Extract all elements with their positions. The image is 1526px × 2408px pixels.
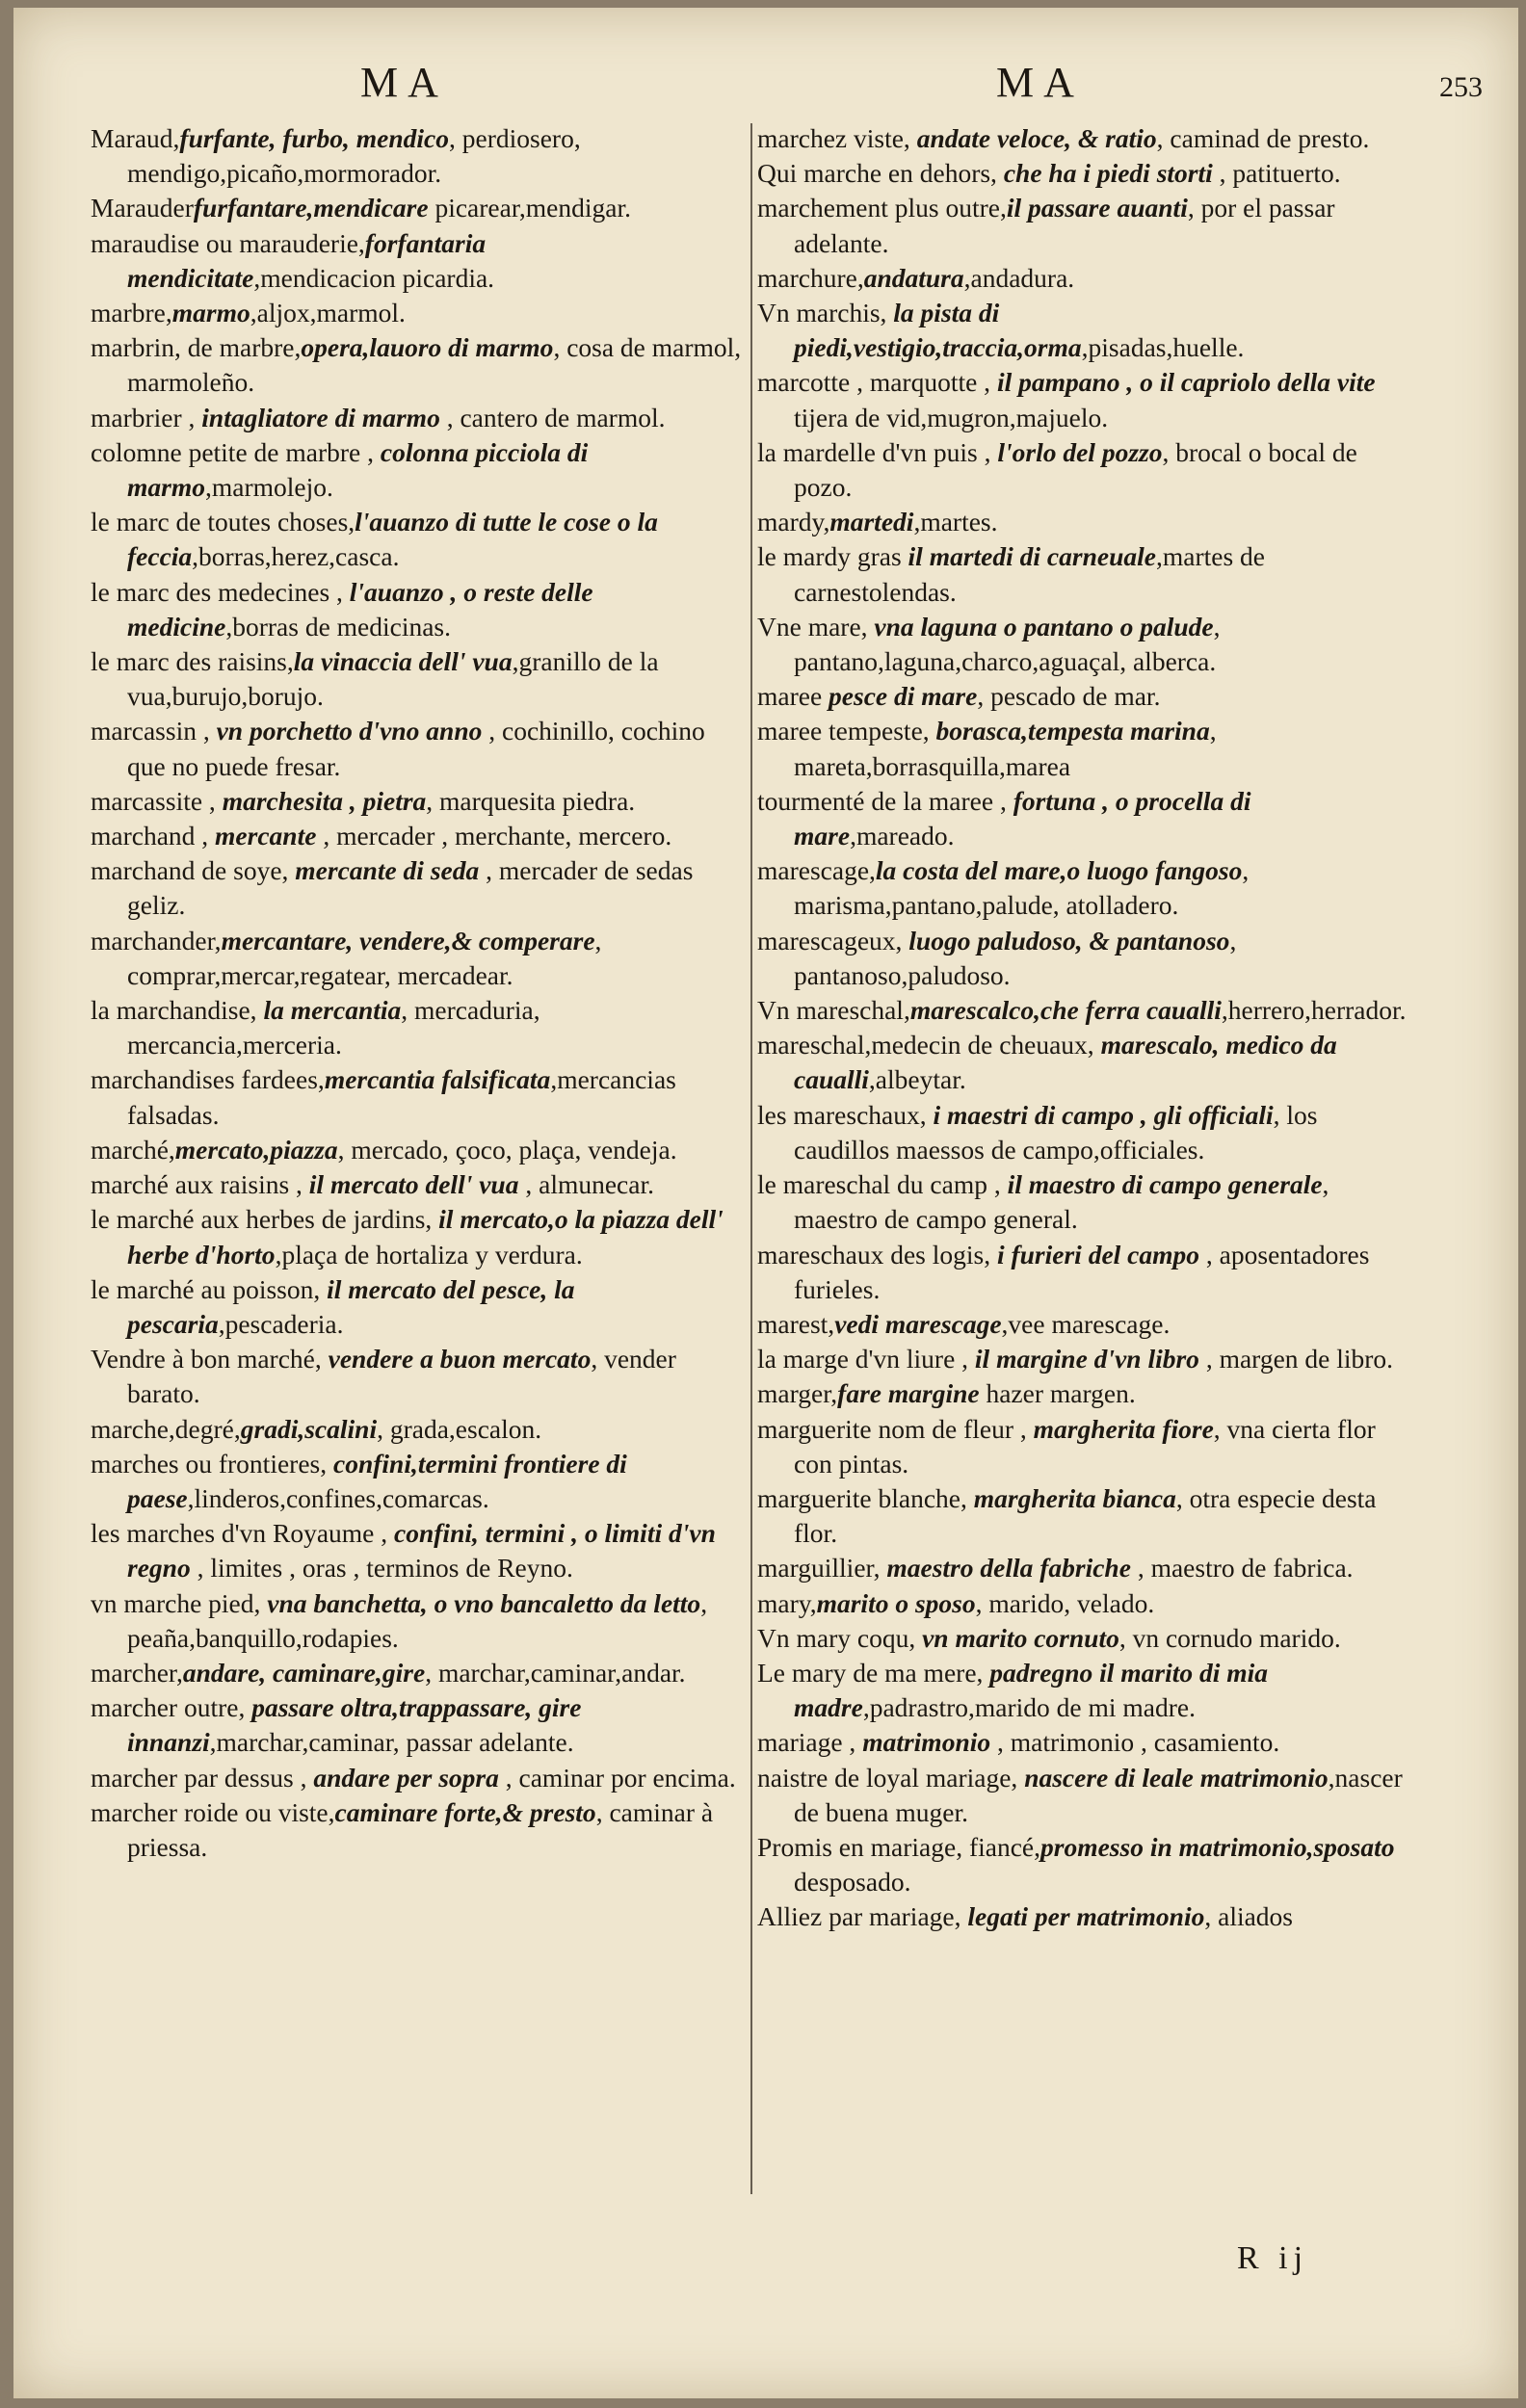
dictionary-entry [91,819,746,853]
italian-gloss: colonna picciola di marmo [127,436,589,503]
headword: marguerite blanche, [757,1482,974,1513]
dictionary-entry [757,610,1412,679]
italian-gloss: gradi,scalini [240,1413,378,1444]
headword: marchand , [91,821,216,851]
spanish-gloss: , cochinillo, cochino que no puede fresar. [127,716,705,781]
headword: marché, [91,1134,175,1165]
italian-gloss: confini, termini , o limiti d'vn regno [127,1518,716,1584]
italian-gloss: furfante, furbo, mendico [179,123,449,153]
headword: Vendre à bon marché, [91,1344,329,1374]
dictionary-entry [91,1656,746,1690]
spanish-gloss: , vna cierta flor con pintas. [794,1413,1376,1479]
headword: le mareschal du camp , [757,1169,1008,1200]
spanish-gloss: , mercaduria, mercancia,merceria. [127,995,540,1060]
dictionary-entry [757,1656,1412,1725]
spanish-gloss: , limites , oras , terminos de Reyno. [190,1553,573,1584]
italian-gloss: vna laguna o pantano o palude [874,611,1214,641]
headword: mareschal,medecin de cheuaux, [757,1030,1101,1060]
headword: marest, [757,1308,835,1339]
dictionary-entry [91,575,746,644]
spanish-gloss: ,granillo de la vua,burujo,borujo. [127,646,659,712]
dictionary-entry [757,1307,1412,1342]
headword: Marauder [91,193,194,223]
spanish-gloss: ,vee marescage. [1001,1308,1171,1339]
page-number: 253 [1439,71,1483,103]
italian-gloss: i furieri del campo [996,1239,1200,1269]
spanish-gloss: , grada,escalon. [377,1413,542,1444]
spanish-gloss: , aliados [1204,1901,1294,1932]
spanish-gloss: , almunecar. [518,1169,654,1200]
spanish-gloss: picarear,mendigar. [428,193,631,223]
dictionary-entry [91,853,746,923]
italian-gloss: andate veloce, & ratio [916,123,1157,153]
headword: maree [757,681,829,712]
dictionary-entry [757,993,1412,1028]
italian-gloss: il passare auanti [1006,193,1188,223]
italian-gloss: andare per sopra [313,1762,499,1793]
headword: Vn mary coqu, [757,1622,923,1653]
italian-gloss: marchesita , pietra [222,785,427,816]
italian-gloss: vna banchetta, o vno bancaletto da letto [267,1587,701,1618]
headword: naistre de loyal mariage, [757,1762,1025,1793]
dictionary-entry [757,1761,1412,1830]
dictionary-entry [91,226,746,296]
headword: le marc de toutes choses, [91,507,355,537]
headword: marger, [757,1378,838,1409]
italian-gloss: il maestro di campo generale [1007,1169,1323,1200]
italian-gloss: la mercantia [263,995,402,1026]
dictionary-entry [91,1062,746,1132]
dictionary-entry [757,1899,1412,1934]
headword: Promis en mariage, fiancé, [757,1831,1040,1862]
dictionary-entry [91,1447,746,1516]
italian-gloss: margherita fiore [1033,1413,1214,1444]
spanish-gloss: , cantero de marmol. [439,402,666,432]
dictionary-entry [757,435,1412,505]
spanish-gloss: , caminar por encima. [498,1762,736,1793]
italian-gloss: forfantaria mendicitate [127,227,487,293]
running-head-right: MA [996,59,1084,106]
dictionary-entry [91,296,746,330]
right-column [757,121,1412,1935]
italian-gloss: marito o sposo [816,1587,976,1618]
headword: marcher par dessus , [91,1762,314,1793]
spanish-gloss: ,aljox,marmol. [250,298,406,328]
italian-gloss: matrimonio [862,1727,991,1758]
italian-gloss: promesso in matrimonio,sposato [1040,1831,1395,1862]
spanish-gloss: ,padrastro,marido de mi madre. [862,1692,1196,1723]
spanish-gloss: , pantanoso,paludoso. [794,925,1237,990]
dictionary-entry [757,924,1412,993]
italian-gloss: legati per matrimonio [967,1901,1205,1932]
italian-gloss: fortuna , o procella di mare [794,785,1251,851]
italian-gloss: il mercato dell' vua [308,1169,519,1200]
spanish-gloss: , marido, velado. [975,1587,1155,1618]
headword: marcher outre, [91,1692,252,1723]
italian-gloss: borasca,tempesta marina [935,716,1210,746]
italian-gloss: il martedi di carneuale [908,541,1156,572]
headword: le mardy gras [757,541,908,572]
italian-gloss: la vinaccia dell' vua [293,646,513,677]
italian-gloss: mercantare, vendere,& comperare [221,925,595,955]
headword: marguerite nom de fleur , [757,1413,1034,1444]
italian-gloss: maestro della fabriche [886,1553,1131,1584]
italian-gloss: mercante [215,821,317,851]
dictionary-entry [757,191,1412,260]
dictionary-entry [757,784,1412,853]
italian-gloss: vn marito cornuto [922,1622,1119,1653]
headword: mareschaux des logis, [757,1239,997,1269]
dictionary-entry [91,1690,746,1760]
dictionary-entry [757,1098,1412,1167]
dictionary-entry [91,1412,746,1447]
signature-mark: R ij [1237,2240,1309,2276]
italian-gloss: intagliatore di marmo [201,402,440,432]
dictionary-entry [757,1830,1412,1899]
dictionary-entry [91,330,746,400]
spanish-gloss: , pescado de mar. [977,681,1161,712]
spanish-gloss: , por el passar adelante. [794,193,1335,258]
italian-gloss: l'auanzo , o reste delle medicine [127,576,593,641]
headword: le marc des medecines , [91,576,350,607]
spanish-gloss: , aposentadores furieles. [794,1239,1370,1304]
dictionary-entry [91,644,746,714]
spanish-gloss: , pantano,laguna,charco,aguaçal, alberca. [794,611,1221,677]
headword: le marc des raisins, [91,646,294,677]
column-divider [750,123,752,2194]
left-column [91,121,746,1865]
italian-gloss: i maestri di campo , gli officiali [933,1099,1274,1130]
spanish-gloss: , marchar,caminar,andar. [425,1657,686,1688]
dictionary-entry [757,121,1412,156]
spanish-gloss: ,mendicacion picardia. [253,262,495,293]
italian-gloss: l'orlo del pozzo [997,436,1163,467]
headword: marchure, [757,262,864,293]
spanish-gloss: , perdiosero, mendigo,picaño,mormorador. [127,123,581,189]
headword: marescageux, [757,925,909,955]
headword: les marches d'vn Royaume , [91,1518,395,1549]
headword: marche,degré, [91,1413,241,1444]
headword: vn marche pied, [91,1587,268,1618]
headword: marchez viste, [757,123,917,153]
italian-gloss: nascere di leale matrimonio [1024,1762,1329,1793]
italian-gloss: marescalco,che ferra caualli [909,995,1222,1026]
spanish-gloss: ,martes de carnestolendas. [794,541,1265,607]
spanish-gloss: , cosa de marmol, marmoleño. [127,332,742,398]
dictionary-entry [757,1586,1412,1621]
italian-gloss: caminare forte,& presto [334,1796,596,1827]
dictionary-entry [91,714,746,783]
dictionary-entry [757,505,1412,539]
spanish-gloss: ,mercancias falsadas. [127,1064,676,1130]
spanish-gloss: , patituerto. [1212,158,1341,189]
italian-gloss: vn porchetto d'vno anno [216,716,483,746]
headword: maraudise ou marauderie, [91,227,365,258]
spanish-gloss: ,borras de medicinas. [225,611,452,641]
italian-gloss: il pampano , o il capriolo della vite [996,367,1376,398]
headword: les mareschaux, [757,1099,934,1130]
headword: la mardelle d'vn puis , [757,436,998,467]
dictionary-entry [757,714,1412,783]
spanish-gloss: tijera de vid,mugron,majuelo. [794,402,1109,432]
spanish-gloss: , mercado, çoco, plaça, vendeja. [337,1134,677,1165]
dictionary-entry [91,401,746,435]
dictionary-entry [757,853,1412,923]
dictionary-entry [91,993,746,1062]
spanish-gloss: , brocal o bocal de pozo. [794,436,1357,503]
spanish-gloss: ,marmolejo. [204,472,333,503]
dictionary-entry [757,539,1412,609]
spanish-gloss: ,nascer de buena muger. [794,1762,1403,1827]
italian-gloss: mercato,piazza [174,1134,338,1165]
italian-gloss: furfantare,mendicare [193,193,429,223]
headword: marchand de soye, [91,855,296,886]
spanish-gloss: , caminar à priessa. [127,1796,714,1862]
headword: Vn mareschal, [757,995,910,1026]
headword: la marchandise, [91,995,264,1026]
headword: le marché aux herbes de jardins, [91,1204,439,1235]
headword: marches ou frontieres, [91,1448,333,1479]
headword: tourmenté de la maree , [757,785,1013,816]
dictionary-entry [757,679,1412,714]
headword: marcassin , [91,716,217,746]
italian-gloss: opera,lauoro di marmo [301,332,554,363]
dictionary-entry [91,1272,746,1342]
dictionary-entry [757,1412,1412,1481]
spanish-gloss: , maestro de fabrica. [1130,1553,1354,1584]
dictionary-entry [757,1481,1412,1551]
spanish-gloss: , otra especie desta flor. [794,1482,1377,1549]
dictionary-entry [757,1551,1412,1585]
headword: marcher roide ou viste, [91,1796,335,1827]
dictionary-entry [757,296,1412,365]
spanish-gloss: ,pescaderia. [218,1308,344,1339]
headword: mariage , [757,1727,863,1758]
headword: le marché au poisson, [91,1273,328,1304]
headword: mary, [757,1587,817,1618]
spanish-gloss: ,linderos,confines,comarcas. [187,1482,489,1513]
spanish-gloss: ,borras,herez,casca. [192,541,400,572]
italian-gloss: il mercato,o la piazza dell' herbe d'horto [127,1204,724,1269]
italian-gloss: mercantia falsificata [324,1064,551,1095]
spanish-gloss: , mercader , merchante, mercero. [316,821,672,851]
headword: marcassite , [91,785,223,816]
dictionary-entry [91,924,746,993]
dictionary-entry [91,1795,746,1865]
dictionary-entry [757,261,1412,296]
headword: marchandises fardees, [91,1064,325,1095]
headword: Le mary de ma mere, [757,1657,990,1688]
dictionary-entry [91,121,746,191]
dictionary-entry [757,1238,1412,1307]
dictionary-entry [91,1342,746,1411]
headword: colomne petite de marbre , [91,436,381,467]
dictionary-entry [91,1586,746,1656]
headword: marguillier, [757,1553,887,1584]
italian-gloss: marescalo, medico da caualli [794,1030,1337,1095]
headword: Maraud, [91,123,180,153]
dictionary-entry [757,1725,1412,1760]
headword: marché aux raisins , [91,1169,309,1200]
italian-gloss: che ha i piedi storti [1003,158,1213,189]
spanish-gloss: , vn cornudo marido. [1118,1622,1341,1653]
headword: Qui marche en dehors, [757,158,1004,189]
headword: marcotte , marquotte , [757,367,997,398]
spanish-gloss: ,mareado. [850,821,955,851]
italian-gloss: l'auanzo di tutte le cose o la feccia [127,507,658,572]
spanish-gloss: , mareta,borrasquilla,marea [794,716,1217,781]
headword: marchander, [91,925,222,955]
headword: marcher, [91,1657,183,1688]
spanish-gloss: hazer margen. [979,1378,1136,1409]
headword: marchement plus outre, [757,193,1007,223]
dictionary-entry [91,191,746,225]
dictionary-entry [91,505,746,574]
italian-gloss: andatura [863,262,964,293]
headword: marescage, [757,855,876,886]
spanish-gloss: , vender barato. [127,1344,676,1409]
headword: marbrin, de marbre, [91,332,302,363]
dictionary-entry [757,1342,1412,1376]
italian-gloss: la costa del mare,o luogo fangoso [875,855,1243,886]
dictionary-entry [757,156,1412,191]
italian-gloss: il margine d'vn libro [974,1344,1199,1374]
dictionary-entry [91,784,746,819]
page-header [13,58,1518,116]
italian-gloss: mercante di seda [295,855,480,886]
spanish-gloss: ,martes. [913,507,998,537]
spanish-gloss: , matrimonio , casamiento. [990,1727,1280,1758]
spanish-gloss: desposado. [794,1867,911,1898]
italian-gloss: vendere a buon mercato [328,1344,592,1374]
italian-gloss: vedi marescage [834,1308,1002,1339]
headword: la marge d'vn liure , [757,1344,975,1374]
dictionary-entry [757,1167,1412,1237]
italian-gloss: padregno il marito di mia madre [794,1657,1269,1723]
spanish-gloss: ,marchar,caminar, passar adelante. [209,1727,574,1758]
italian-gloss: passare oltra,trappassare, gire innanzi [127,1692,582,1758]
dictionary-entry [91,1761,746,1795]
dictionary-entry [91,1167,746,1202]
dictionary-entry [757,1028,1412,1097]
headword: mardy, [757,507,830,537]
spanish-gloss: ,herrero,herrador. [1221,995,1407,1026]
spanish-gloss: , marisma,pantano,palude, atolladero. [794,855,1250,921]
dictionary-entry [91,1202,746,1271]
italian-gloss: andare, caminare,gire [182,1657,426,1688]
italian-gloss: martedi [829,507,914,537]
dictionary-entry [91,435,746,505]
italian-gloss: pesce di mare [829,681,978,712]
spanish-gloss: , mercader de sedas geliz. [127,855,694,921]
spanish-gloss: ,albeytar. [868,1064,966,1095]
spanish-gloss: , comprar,mercar,regatear, mercadear. [127,925,602,990]
spanish-gloss: , marquesita piedra. [426,785,636,816]
headword: marbrier , [91,402,202,432]
headword: Alliez par mariage, [757,1901,968,1932]
headword: marbre, [91,298,172,328]
dictionary-entry [757,1621,1412,1656]
headword: Vne mare, [757,611,875,641]
dictionary-entry [757,1376,1412,1411]
italian-gloss: la pista di piedi,vestigio,traccia,orma [794,298,1082,363]
spanish-gloss: ,plaça de hortaliza y verdura. [275,1239,583,1269]
italian-gloss: marmo [171,298,250,328]
italian-gloss: fare margine [837,1378,980,1409]
headword: Vn marchis, [757,298,894,328]
spanish-gloss: , los caudillos maessos de campo,officiales. [794,1099,1318,1165]
dictionary-entry [91,1133,746,1167]
spanish-gloss: , caminad de presto. [1156,123,1370,153]
dictionary-page [13,8,1518,2398]
spanish-gloss: , margen de libro. [1198,1344,1394,1374]
italian-gloss: confini,termini frontiere di paese [127,1448,627,1513]
spanish-gloss: ,pisadas,huelle. [1081,332,1245,363]
spanish-gloss: , maestro de campo general. [794,1169,1329,1235]
italian-gloss: il mercato del pesce, la pescaria [127,1273,575,1339]
italian-gloss: margherita bianca [973,1482,1176,1513]
dictionary-entry [757,365,1412,434]
running-head-left: MA [360,59,448,106]
dictionary-entry [91,1516,746,1585]
headword: maree tempeste, [757,716,936,746]
spanish-gloss: , peaña,banquillo,rodapies. [127,1587,708,1653]
italian-gloss: luogo paludoso, & pantanoso [908,925,1230,955]
spanish-gloss: ,andadura. [963,262,1075,293]
